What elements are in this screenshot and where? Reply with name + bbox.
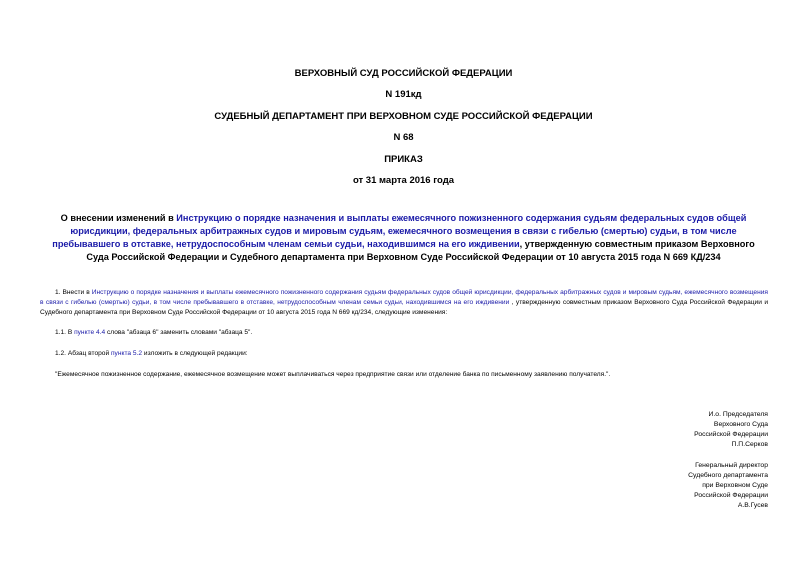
signature-block-court bbox=[568, 410, 768, 450]
signature-line: Судебного департамента bbox=[688, 472, 768, 479]
signature-line: Генеральный директор bbox=[695, 462, 768, 469]
court-name: ВЕРХОВНЫЙ СУД РОССИЙСКОЙ ФЕДЕРАЦИИ bbox=[294, 68, 513, 79]
instruction-link[interactable]: Инструкцию о порядке назначения и выплаты ежемесячного пожизненного содержания судьям федеральных судов общей юрисдикции, федеральных арбитражных судов и мировым судьям, ежемесячного возмещения в связи с гибелью (смертью) судьи, в том числе пребывавшего в отставке, нетрудоспособным членам семьи судьи, находившимся на его иждивении bbox=[52, 213, 747, 249]
paragraph-1-2-suffix: изложить в следующей редакции: bbox=[142, 350, 248, 357]
paragraph-1-1-prefix: 1.1. В bbox=[55, 329, 75, 336]
paragraph-1-instruction-link[interactable]: Инструкцию о порядке назначения и выплаты ежемесячного пожизненного содержания судьям федеральных судов общей юрисдикции, федеральных арбитражных судов и мировым судьям, ежемесячного возмещения в связи с гибелью (смертью) судьи, в том числе пребывавшего в отставке, нетрудоспособным членам семьи судьи, находившимся на его иждивении bbox=[40, 289, 768, 306]
signature-line: Верховного Суда bbox=[713, 421, 768, 428]
paragraph-1-prefix: 1. Внести в bbox=[55, 289, 92, 296]
paragraph-1-suffix: , утвержденную совместным приказом Верховного Суда Российской Федерации и Судебного департамента при Верховном Суде Российской Федерации от 10 августа 2015 года N 669 кд/234, следующие изменения: bbox=[40, 299, 768, 316]
signature-name: П.П.Серков bbox=[731, 441, 768, 448]
paragraph-1-1-suffix: слова "абзаца 6" заменить словами "абзаца 5". bbox=[105, 329, 253, 336]
signature-line: Российской Федерации bbox=[694, 492, 768, 499]
signature-line: И.о. Председателя bbox=[708, 411, 768, 418]
paragraph-quote: "Ежемесячное пожизненное содержание, ежемесячное возмещение может выплачиваться через предприятие связи или отделение банка по письменному заявлению получателя.". bbox=[55, 371, 611, 378]
paragraph-1 bbox=[40, 288, 768, 318]
paragraph-1-2 bbox=[55, 349, 765, 359]
order-number-department: N 68 bbox=[393, 132, 414, 143]
title-suffix: , утвержденную совместным приказом Верховного Суда Российской Федерации и Судебного департамента при Верховном Суде Российской Федерации от 10 августа 2015 года N 669 КД/234 bbox=[86, 239, 755, 262]
department-name: СУДЕБНЫЙ ДЕПАРТАМЕНТ ПРИ ВЕРХОВНОМ СУДЕ РОССИЙСКОЙ ФЕДЕРАЦИИ bbox=[214, 111, 593, 122]
paragraph-1-1 bbox=[55, 328, 765, 338]
paragraph-1-2-prefix: 1.2. Абзац второй bbox=[55, 350, 111, 357]
document-type: ПРИКАЗ bbox=[384, 154, 423, 165]
signature-name: А.В.Гусев bbox=[737, 502, 768, 509]
signature-block-department bbox=[568, 461, 768, 511]
clause-5-2-link[interactable]: пункта 5.2 bbox=[110, 350, 143, 357]
signature-line: Российской Федерации bbox=[694, 431, 768, 438]
document-date: от 31 марта 2016 года bbox=[352, 175, 455, 186]
clause-4-4-link[interactable]: пункте 4.4 bbox=[74, 329, 106, 336]
document-title bbox=[40, 212, 767, 264]
title-prefix: О внесении изменений в bbox=[60, 213, 177, 223]
signature-line: при Верховном Суде bbox=[702, 482, 768, 489]
order-number-court: N 191кд bbox=[385, 89, 422, 100]
